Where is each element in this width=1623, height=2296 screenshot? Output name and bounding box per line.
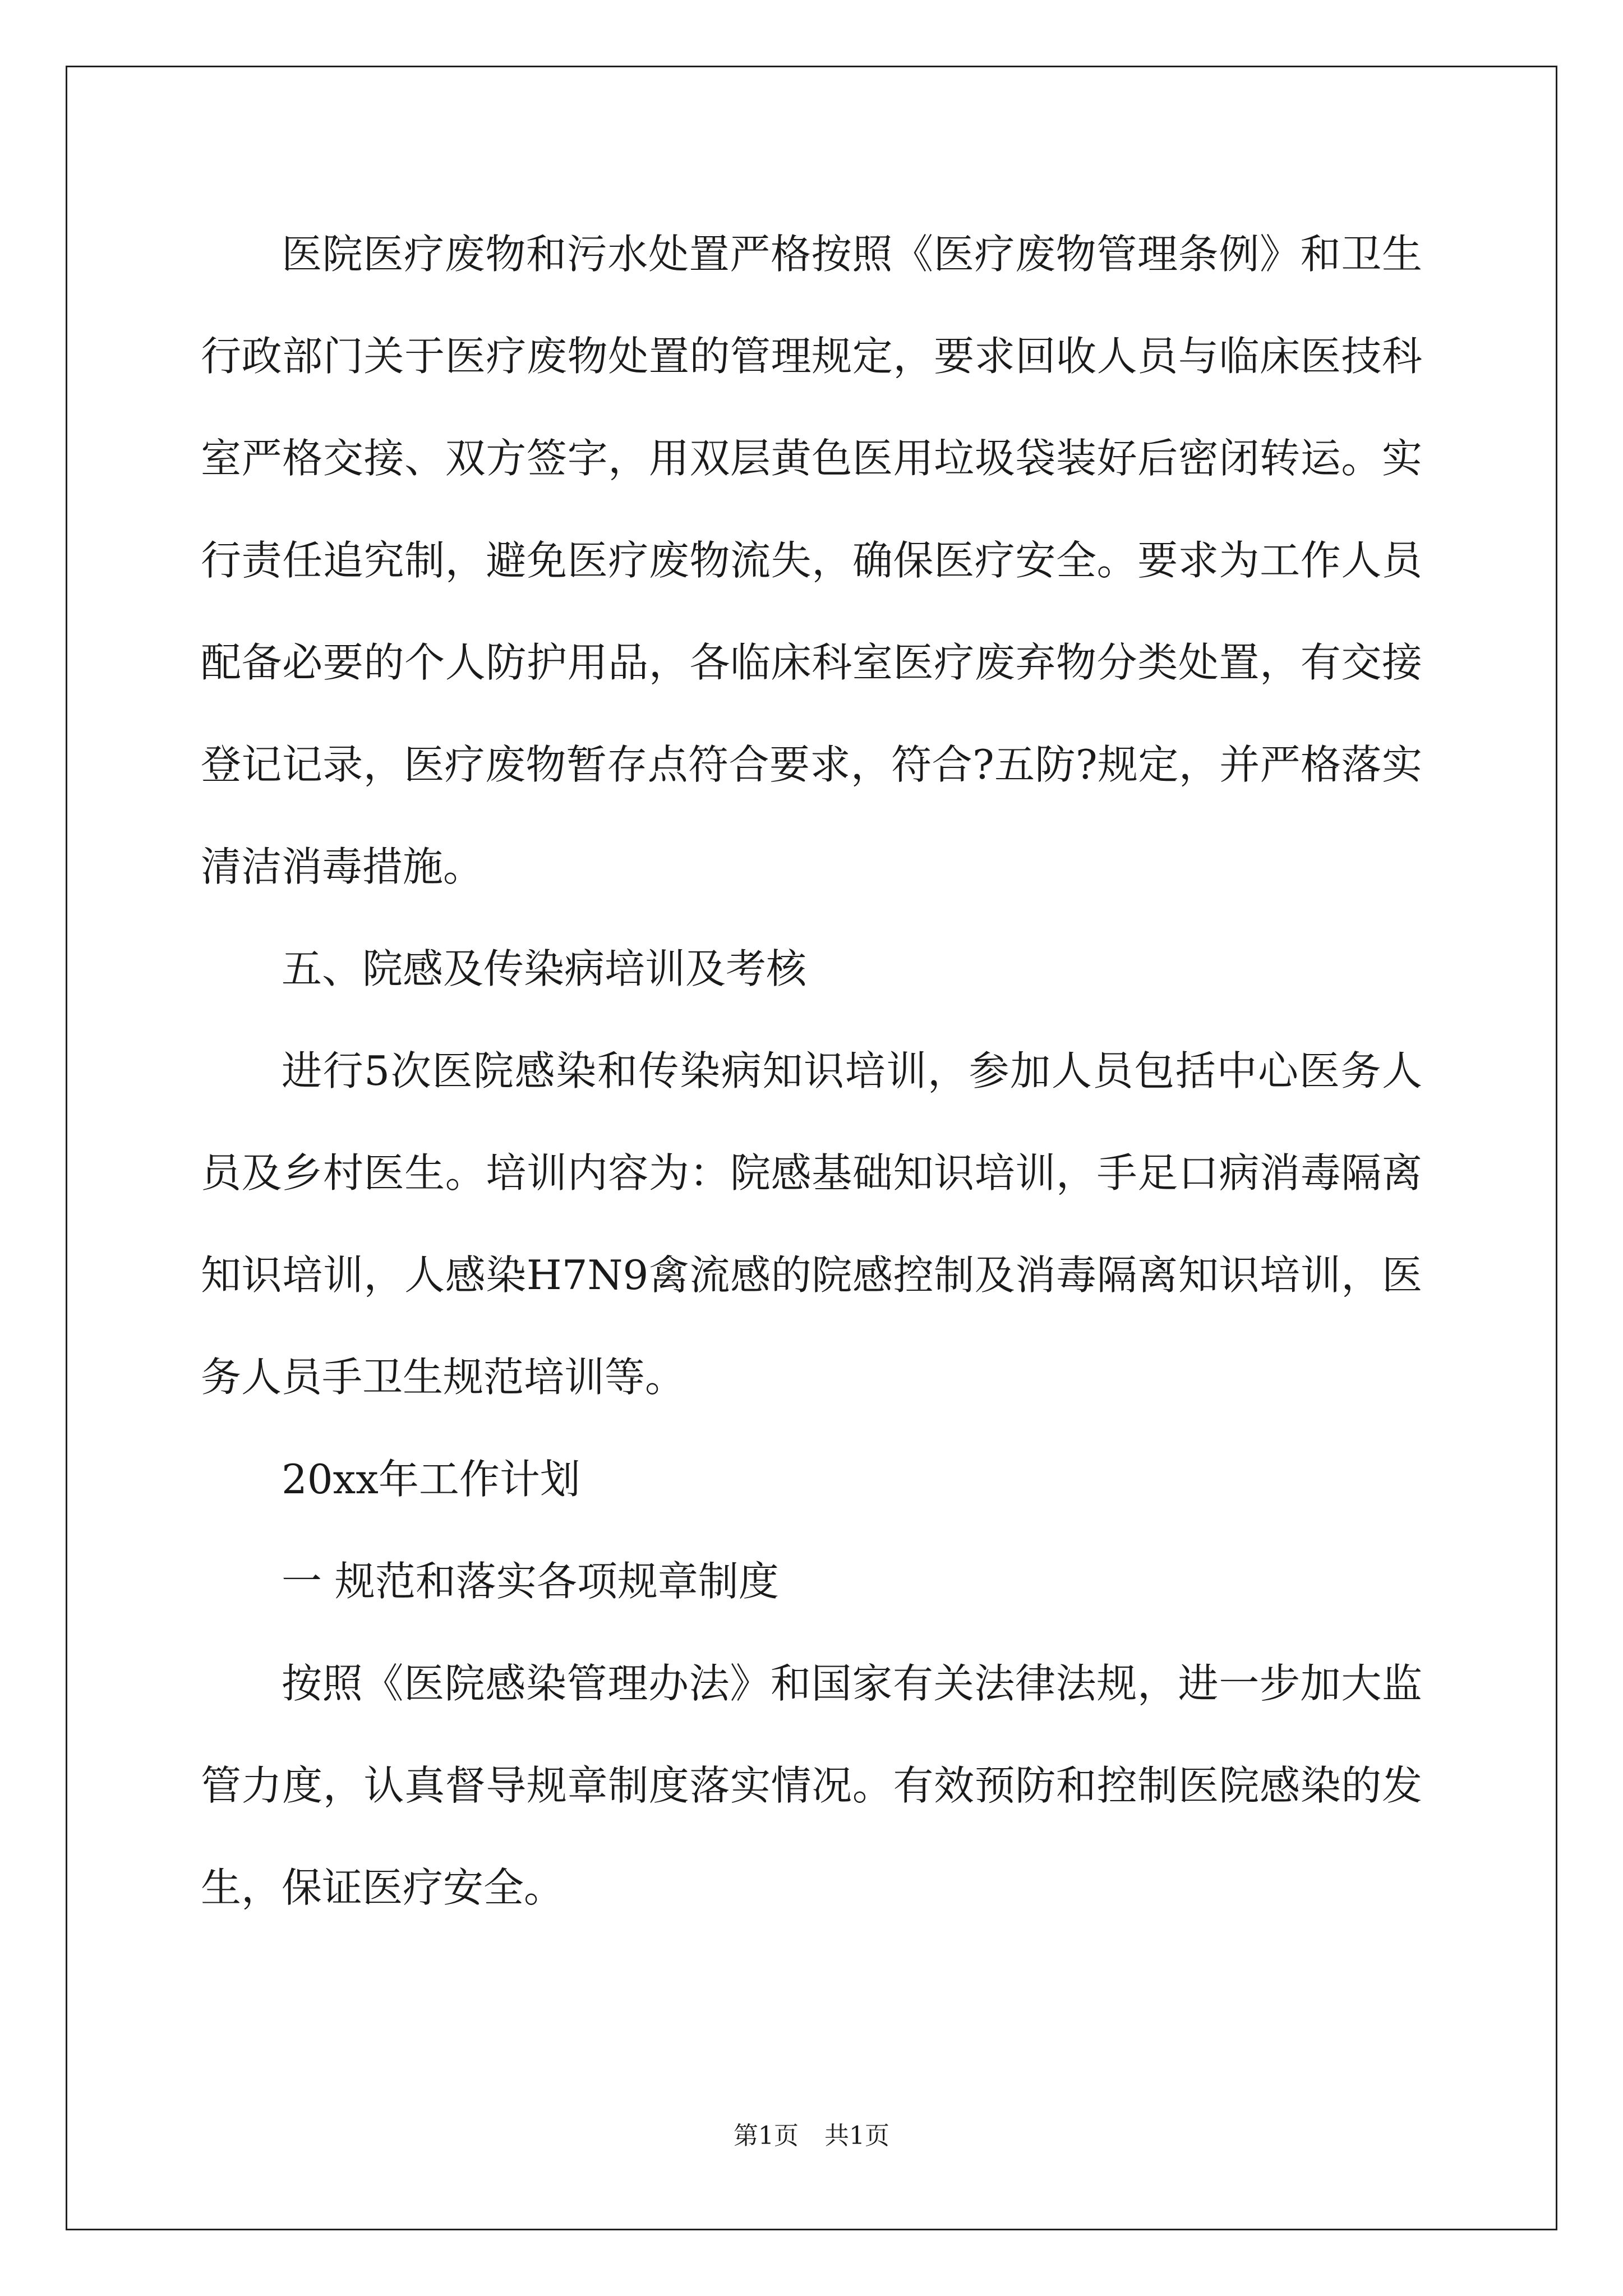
page-number: 第1页 bbox=[734, 2122, 799, 2150]
paragraph-medical-waste: 医院医疗废物和污水处置严格按照《医疗废物管理条例》和卫生行政部门关于医疗废物处置的管理规定，要求回收人员与临床医技科室严格交接、双方签字，用双层黄色医用垃圾袋装好后密闭转运。实行责任追究制，避免医疗废物流失，确保医疗安全。要求为工作人员配备必要的个人防护用品，各临床科室医疗废弃物分类处置，有交接登记记录，医疗废物暂存点符合要求，符合?五防?规定，并严格落实清洁消毒措施。 bbox=[201, 231, 1422, 890]
page-total: 共1页 bbox=[824, 2122, 889, 2150]
section-heading-training: 五、院感及传染病培训及考核 bbox=[282, 945, 807, 992]
section-heading-regulations: 一 规范和落实各项规章制度 bbox=[282, 1558, 779, 1605]
document-body bbox=[201, 203, 1422, 1939]
paragraph-regulations: 按照《医院感染管理办法》和国家有关法律法规，进一步加大监管力度，认真督导规章制度落实情况。有效预防和控制医院感染的发生，保证医疗安全。 bbox=[201, 1660, 1422, 1911]
page-footer bbox=[0, 2119, 1623, 2153]
section-heading-work-plan: 20xx年工作计划 bbox=[282, 1456, 580, 1503]
paragraph-training: 进行5次医院感染和传染病知识培训，参加人员包括中心医务人员及乡村医生。培训内容为：院感基础知识培训，手足口病消毒隔离知识培训，人感染H7N9禽流感的院感控制及消毒隔离知识培训，医务人员手卫生规范培训等。 bbox=[201, 1047, 1422, 1401]
